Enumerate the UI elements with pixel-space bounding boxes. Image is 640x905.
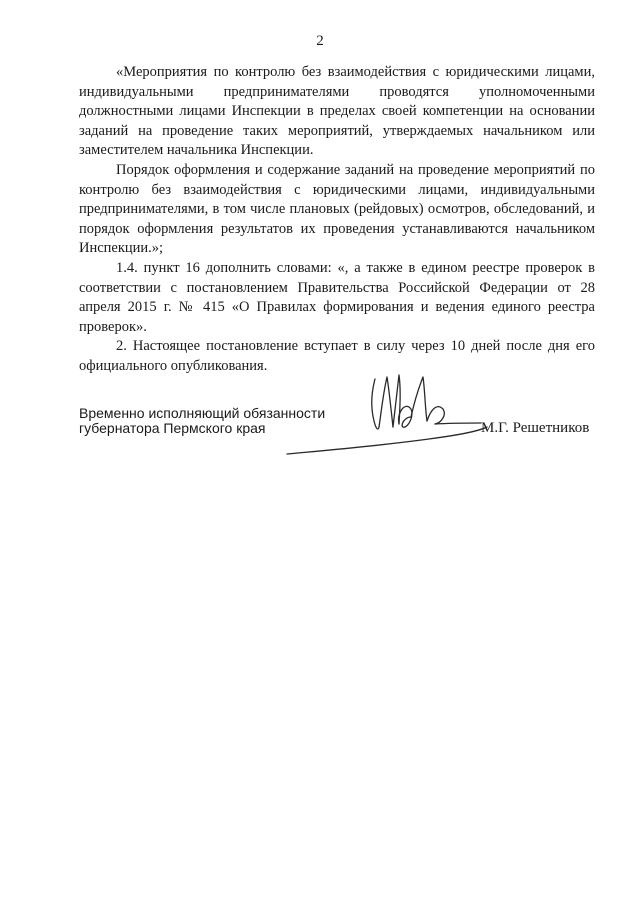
signer-title-line-2: губернатора Пермского края bbox=[79, 420, 266, 436]
document-body bbox=[79, 63, 595, 377]
paragraph-control-measures: «Мероприятия по контролю без взаимодействия с юридическими лицами, индивидуальными предпринимателями проводятся уполномоченными должностными лицами Инспекции в пределах своей компетенции на основании заданий на проведение таких мероприятий, утверждаемых начальником или заместителем начальника Инспекции. bbox=[79, 64, 595, 159]
paragraph-effective-date: 2. Настоящее постановление вступает в силу через 10 дней после дня его официального опубликования. bbox=[79, 338, 595, 374]
signer-name: М.Г. Решетников bbox=[481, 420, 590, 436]
handwritten-signature bbox=[279, 369, 509, 464]
paragraph-task-procedure: Порядок оформления и содержание заданий на проведение мероприятий по контролю без взаимодействия с юридическими лицами, индивидуальными предпринимателями, в том числе плановых (рейдовых) осмотров, обследований, и порядок оформления результатов их проведения устанавливаются начальником Инспекции.»; bbox=[79, 161, 595, 257]
signer-title-line-1: Временно исполняющий обязанности bbox=[79, 405, 326, 421]
page-number: 2 bbox=[316, 33, 324, 49]
paragraph-item-1-4: 1.4. пункт 16 дополнить словами: «, а также в едином реестре проверок в соответствии с постановлением Правительства Российской Федерации от 28 апреля 2015 г. № 415 «О Правилах формирования и ведения единого реестра проверок». bbox=[79, 259, 595, 335]
signature-block bbox=[79, 404, 599, 474]
